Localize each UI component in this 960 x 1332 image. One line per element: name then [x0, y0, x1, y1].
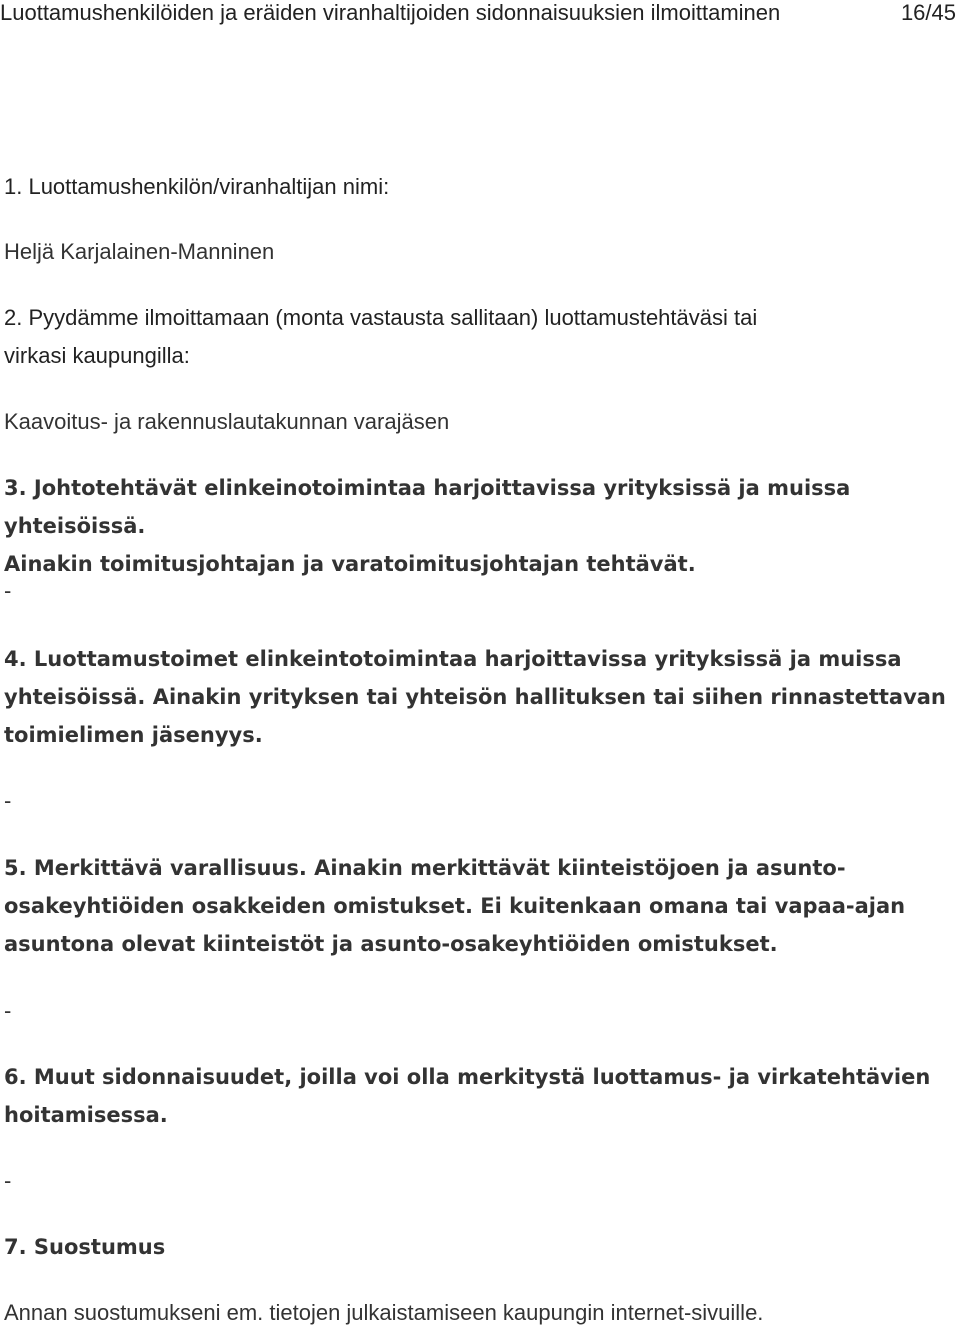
- section-q4: [4, 640, 954, 754]
- question-3-line-1: 3. Johtotehtävät elinkeinotoimintaa harjoittavissa yrityksissä ja muissa yhteisöissä.: [4, 476, 851, 538]
- answer-7: Annan suostumukseni em. tietojen julkaistamiseen kaupungin internet-sivuille.: [4, 1300, 764, 1325]
- answer-1: Heljä Karjalainen-Manninen: [4, 239, 275, 264]
- answer-3: -: [4, 578, 12, 603]
- document-title: Luottamushenkilöiden ja eräiden viranhaltijoiden sidonnaisuuksien ilmoittaminen: [0, 0, 781, 25]
- answer-6-block: [4, 1162, 954, 1200]
- answer-4: -: [4, 788, 12, 813]
- page-number: 16/45: [900, 0, 956, 25]
- section-q6: [4, 1058, 954, 1134]
- question-1: 1. Luottamushenkilön/viranhaltijan nimi:: [4, 174, 390, 199]
- question-4-line-2: yhteisöissä. Ainakin yrityksen tai yhteisön hallituksen tai siihen rinnastettavan: [4, 685, 946, 709]
- section-q1: [4, 168, 954, 206]
- page-header: [0, 0, 960, 26]
- question-6-line-1: 6. Muut sidonnaisuudet, joilla voi olla merkitystä luottamus- ja virkatehtävien: [4, 1065, 931, 1089]
- question-2-line-1: 2. Pyydämme ilmoittamaan (monta vastausta sallitaan) luottamustehtäväsi tai: [4, 305, 758, 330]
- section-q2: [4, 299, 954, 375]
- section-q7: [4, 1228, 954, 1266]
- question-4-line-3: toimielimen jäsenyys.: [4, 723, 263, 747]
- question-2-line-2: virkasi kaupungilla:: [4, 343, 190, 368]
- answer-4-block: [4, 782, 954, 820]
- question-5-line-2: osakeyhtiöiden osakkeiden omistukset. Ei kuitenkaan omana tai vapaa-ajan: [4, 894, 906, 918]
- answer-2-block: [4, 403, 954, 441]
- question-6-line-2: hoitamisessa.: [4, 1103, 168, 1127]
- section-q5: [4, 849, 954, 963]
- answer-1-block: [4, 233, 954, 271]
- section-q3: [4, 469, 954, 583]
- question-3-line-2: Ainakin toimitusjohtajan ja varatoimitusjohtajan tehtävät.: [4, 552, 696, 576]
- answer-6: -: [4, 1168, 12, 1193]
- answer-7-block: [4, 1294, 954, 1332]
- question-5-line-1: 5. Merkittävä varallisuus. Ainakin merkittävät kiinteistöjoen ja asunto-: [4, 856, 846, 880]
- question-4-line-1: 4. Luottamustoimet elinkeintotoimintaa harjoittavissa yrityksissä ja muissa: [4, 647, 902, 671]
- answer-5: -: [4, 998, 12, 1023]
- answer-2: Kaavoitus- ja rakennuslautakunnan varajäsen: [4, 409, 450, 434]
- question-7: 7. Suostumus: [4, 1235, 166, 1259]
- answer-5-block: [4, 992, 954, 1030]
- question-5-line-3: asuntona olevat kiinteistöt ja asunto-osakeyhtiöiden omistukset.: [4, 932, 778, 956]
- answer-3-block: [4, 572, 954, 610]
